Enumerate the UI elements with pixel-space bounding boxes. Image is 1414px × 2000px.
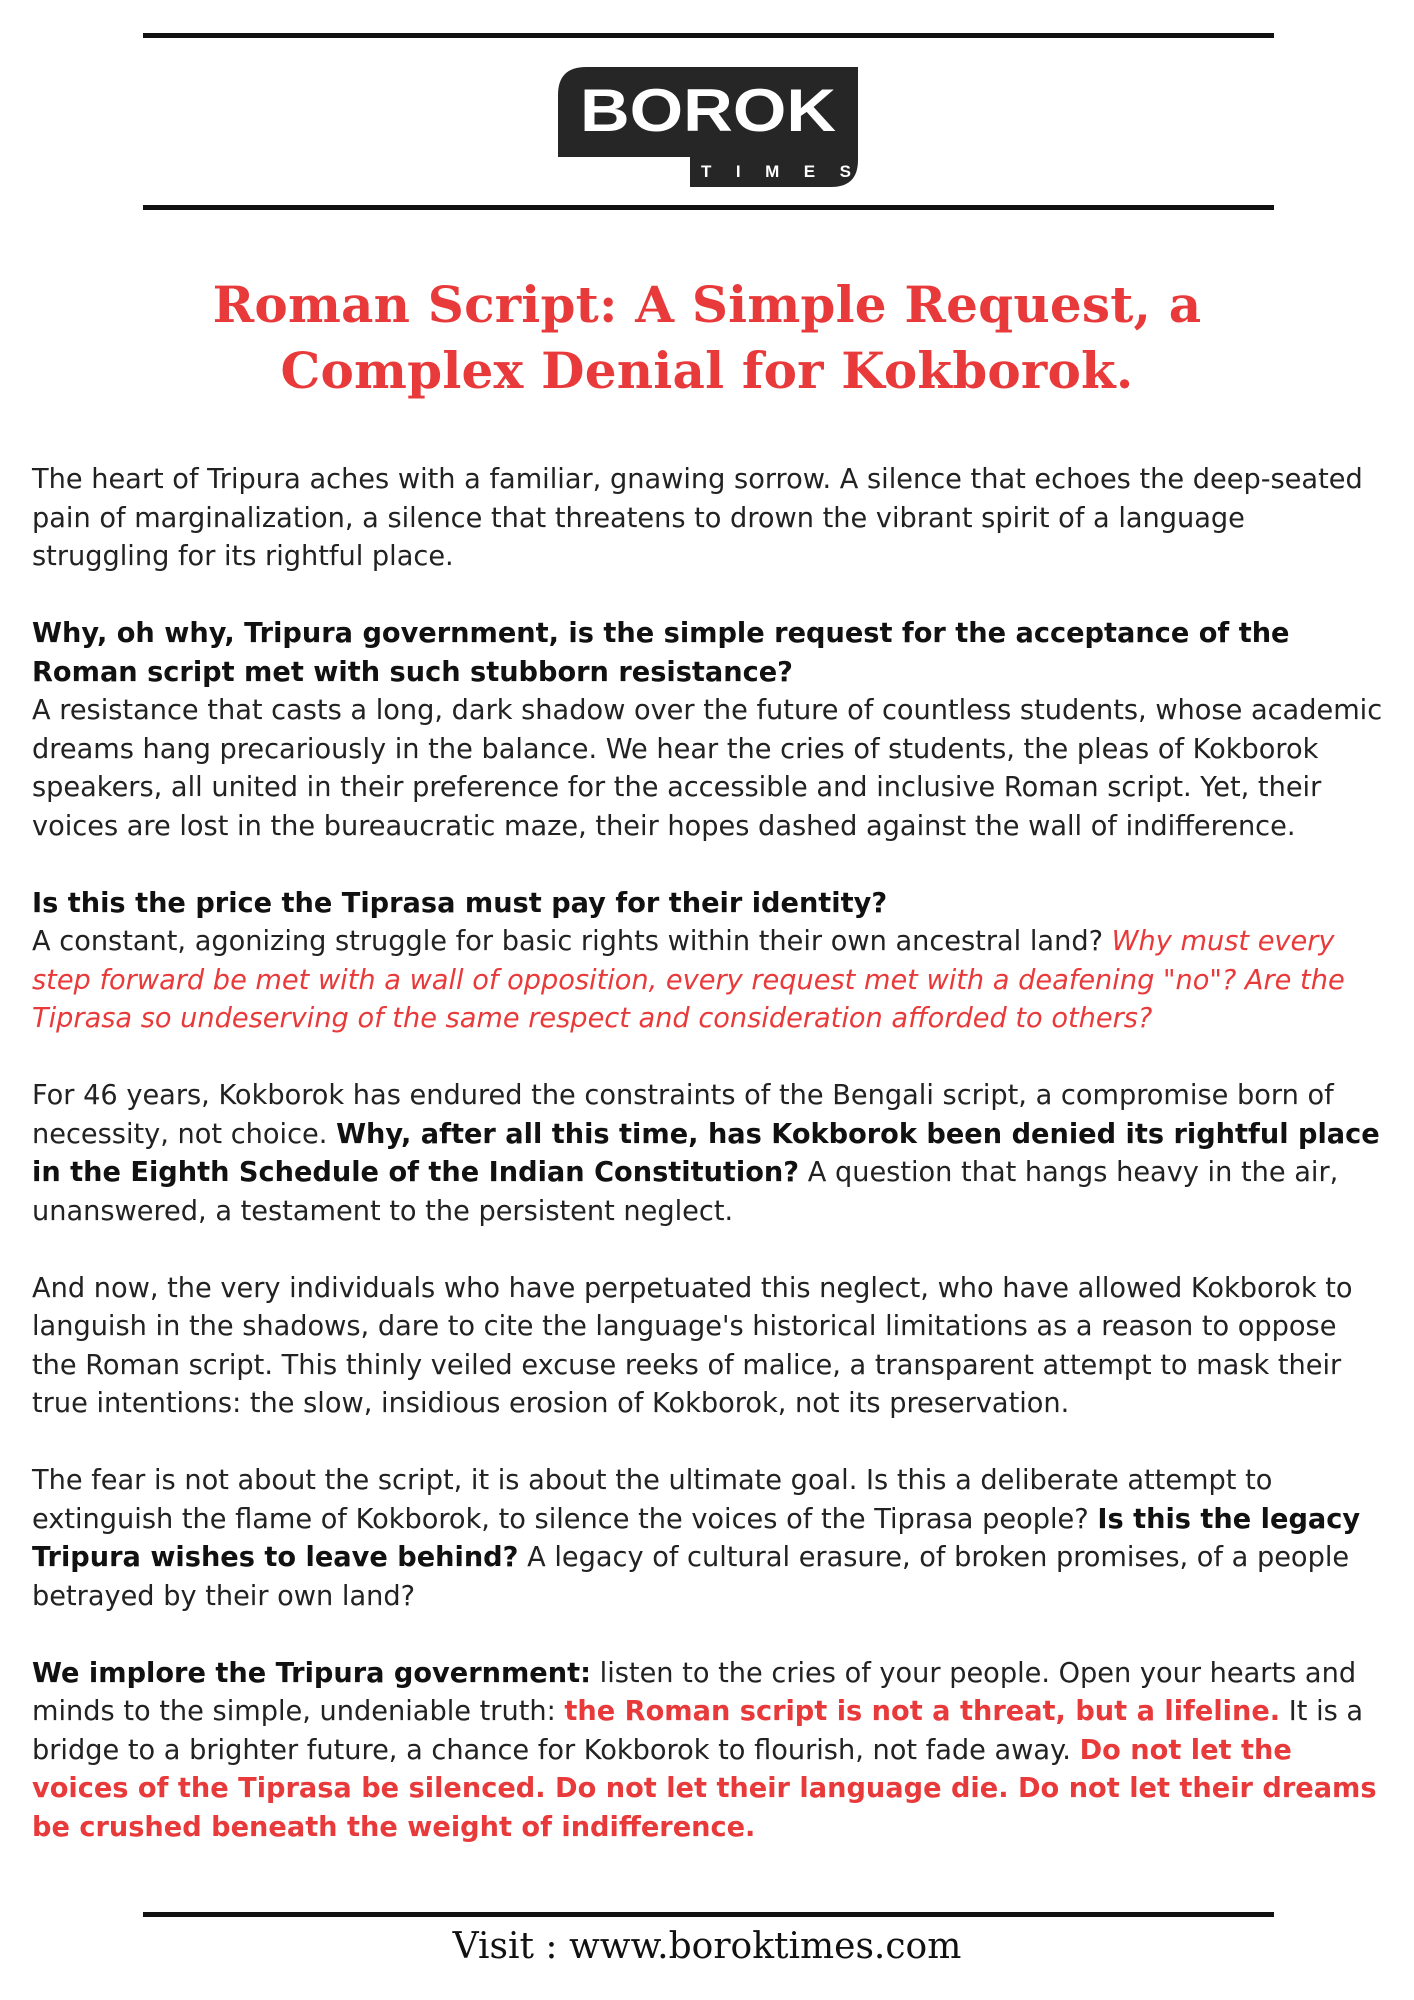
resistance-text: A resistance that casts a long, dark shadow over the future of countless students, whose academic dreams hang precariously in the balance. We hear the cries of students, the pleas of Kokborok speakers, all united in their preference for the accessible and inclusive Roman script. Yet, their voices are lost in the bureaucratic maze, their hopes dashed against the wall of indifference. <box>32 695 1383 842</box>
paragraph-resistance <box>32 615 1384 846</box>
schedule-text-end: A question that hangs heavy in the air, unanswered, a testament to the persistent neglect. <box>32 1157 1339 1227</box>
article-title: Roman Script: A Simple Request, a Complex Denial for Kokborok. <box>212 275 1202 400</box>
top-rule <box>143 33 1274 38</box>
neglect-text: And now, the very individuals who have perpetuated this neglect, who have allowed Kokborok to languish in the shadows, dare to cite the language's historical limitations as a reason to oppose the Roman script. This thinly veiled excuse reeks of malice, a transparent attempt to mask their true intentions: the slow, insidious erosion of Kokborok, not its preservation. <box>32 1272 1353 1419</box>
borok-times-logo[interactable] <box>558 67 858 187</box>
legacy-text-start: The fear is not about the script, it is about the ultimate goal. Is this a deliberate attempt to extinguish the flame of Kokborok, to silence the voices of the Tiprasa people? <box>32 1465 1273 1535</box>
identity-italic-text: Why must every step forward be met with a wall of opposition, every request met with a deafening "no"? Are the Tiprasa so undeserving of the same respect and consideration afforded to others? <box>32 926 1345 1034</box>
identity-question: Is this the price the Tiprasa must pay for their identity? <box>32 887 888 919</box>
appeal-text-1: listen to the cries of your people. Open your hearts and minds to the simple, undeniable truth: <box>32 1657 1357 1727</box>
paragraph-intro <box>32 461 1384 577</box>
appeal-highlight-1: the Roman script is not a threat, but a lifeline. <box>564 1696 1281 1727</box>
paragraph-neglect <box>32 1270 1384 1424</box>
paragraph-appeal <box>32 1655 1384 1848</box>
footer-visit-link[interactable]: Visit : www.boroktimes.com <box>452 1926 962 1967</box>
intro-text: The heart of Tripura aches with a familiar, gnawing sorrow. A silence that echoes the deep-seated pain of marginalization, a silence that threatens to drown the vibrant spirit of a language struggling for its rightful place. <box>32 464 1363 572</box>
appeal-highlight-2: Do not let the voices of the Tiprasa be silenced. Do not let their language die. Do not let their dreams be crushed beneath the weight of indifference. <box>32 1734 1377 1843</box>
paragraph-legacy <box>32 1462 1384 1616</box>
schedule-question: Why, after all this time, has Kokborok been denied its rightful place in the Eighth Schedule of the Indian Constitution? <box>32 1118 1380 1188</box>
logo-wordmark: BOROK <box>580 77 836 144</box>
legacy-question: Is this the legacy Tripura wishes to leave behind? <box>32 1503 1361 1573</box>
resistance-question: Why, oh why, Tripura government, is the simple request for the acceptance of the Roman script met with such stubborn resistance? <box>32 618 1290 688</box>
legacy-text-end: A legacy of cultural erasure, of broken promises, of a people betrayed by their own land? <box>32 1542 1350 1612</box>
paragraph-identity <box>32 885 1384 1039</box>
article-body <box>32 461 1384 1886</box>
footer-rule <box>143 1912 1274 1917</box>
appeal-lead: We implore the Tripura government: <box>32 1657 591 1689</box>
appeal-text-2: It is a bridge to a brighter future, a chance for Kokborok to flourish, not fade away. <box>32 1696 1364 1766</box>
logo-underline-rule <box>143 205 1274 210</box>
paragraph-eighth-schedule <box>32 1077 1384 1231</box>
logo-graphic <box>558 67 858 187</box>
identity-text: A constant, agonizing struggle for basic rights within their own ancestral land? <box>32 926 1104 957</box>
logo-subtitle: TIMES <box>701 162 851 181</box>
schedule-text-start: For 46 years, Kokborok has endured the constraints of the Bengali script, a compromise born of necessity, not choice. <box>32 1080 1334 1150</box>
